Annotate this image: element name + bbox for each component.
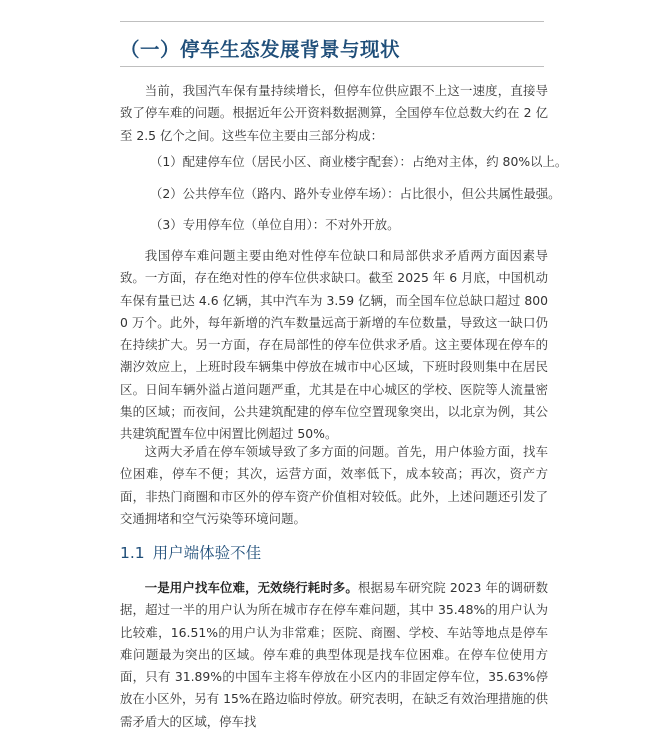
causes-paragraph: 我国停车难问题主要由绝对性停车位缺口和局部供求矛盾两方面因素导致。一方面，存在绝对性的停车位供求缺口。截至 2025 年 6 月底，中国机动车保有量已达 4.6 亿辆，其中汽车为 3.59 亿辆，而全国车位总缺口超过 8000 万个。此外，每年新增的汽车数量远高于新增的车位数量，导致这一缺口仍在持续扩大。另一方面，存在局部性的停车位供求矛盾。这主要体现在停车的潮汐效应上，上班时段车辆集中停放在城市中心区域，下班时段则集中在居民区。日间车辆外溢占道问题严重，尤其是在中心城区的学校、医院等人流量密集的区域；而夜间，公共建筑配建的停车位空置现象突出，以北京为例，其公共建筑配置车位中闲置比例超过 50%。 [120,248,548,442]
title-divider [120,66,544,67]
user-issue-paragraph [120,577,548,733]
intro-paragraph: 当前，我国汽车保有量持续增长，但停车位供应跟不上这一速度，直接导致了停车难的问题。根据近年公开资料数据测算，全国停车位总数大约在 2 亿至 2.5 亿个之间。这些车位主要由三部分构成： [120,83,548,143]
top-divider [120,21,544,22]
impacts-paragraph: 这两大矛盾在停车领域导致了多方面的问题。首先，用户体验方面，找车位困难，停车不便；其次，运营方面，效率低下，成本较高；再次，资产方面，非热门商圈和市区外的停车资产价值相对较低。此外，上述问题还引发了交通拥堵和空气污染等环境问题。 [120,444,548,526]
list-item-parking-type-2: （2）公共停车位（路内、路外专业停车场）：占比很小，但公共属性最强。 [150,186,561,201]
subsection-heading [120,541,261,563]
user-issue-body: 根据易车研究院 2023 年的调研数据，超过一半的用户认为所在城市存在停车难问题，其中 35.48%的用户认为比较难，16.51%的用户认为非常难；医院、商圈、学校、车站等地点是停车难问题最为突出的区域。停车难的典型体现是找车位困难。在停车位使用方面，只有 31.89%的中国车主将车停放在小区内的非固定停车位，35.63%停放在小区外，另有 15%在路边临时停放。研究表明，在缺乏有效治理措施的供需矛盾大的区域，停车找 [120,580,548,729]
subsection-number: 1.1 [120,544,145,562]
list-item-parking-type-1: （1）配建停车位（居民小区、商业楼宇配套）：占绝对主体，约 80%以上。 [150,154,568,169]
subsection-title: 用户端体验不佳 [152,544,262,562]
section-title: （一）停车生态发展背景与现状 [120,38,401,61]
list-item-parking-type-3: （3）专用停车位（单位自用）：不对外开放。 [150,217,400,232]
user-issue-lead: 一是用户找车位难，无效绕行耗时多。 [144,580,358,595]
